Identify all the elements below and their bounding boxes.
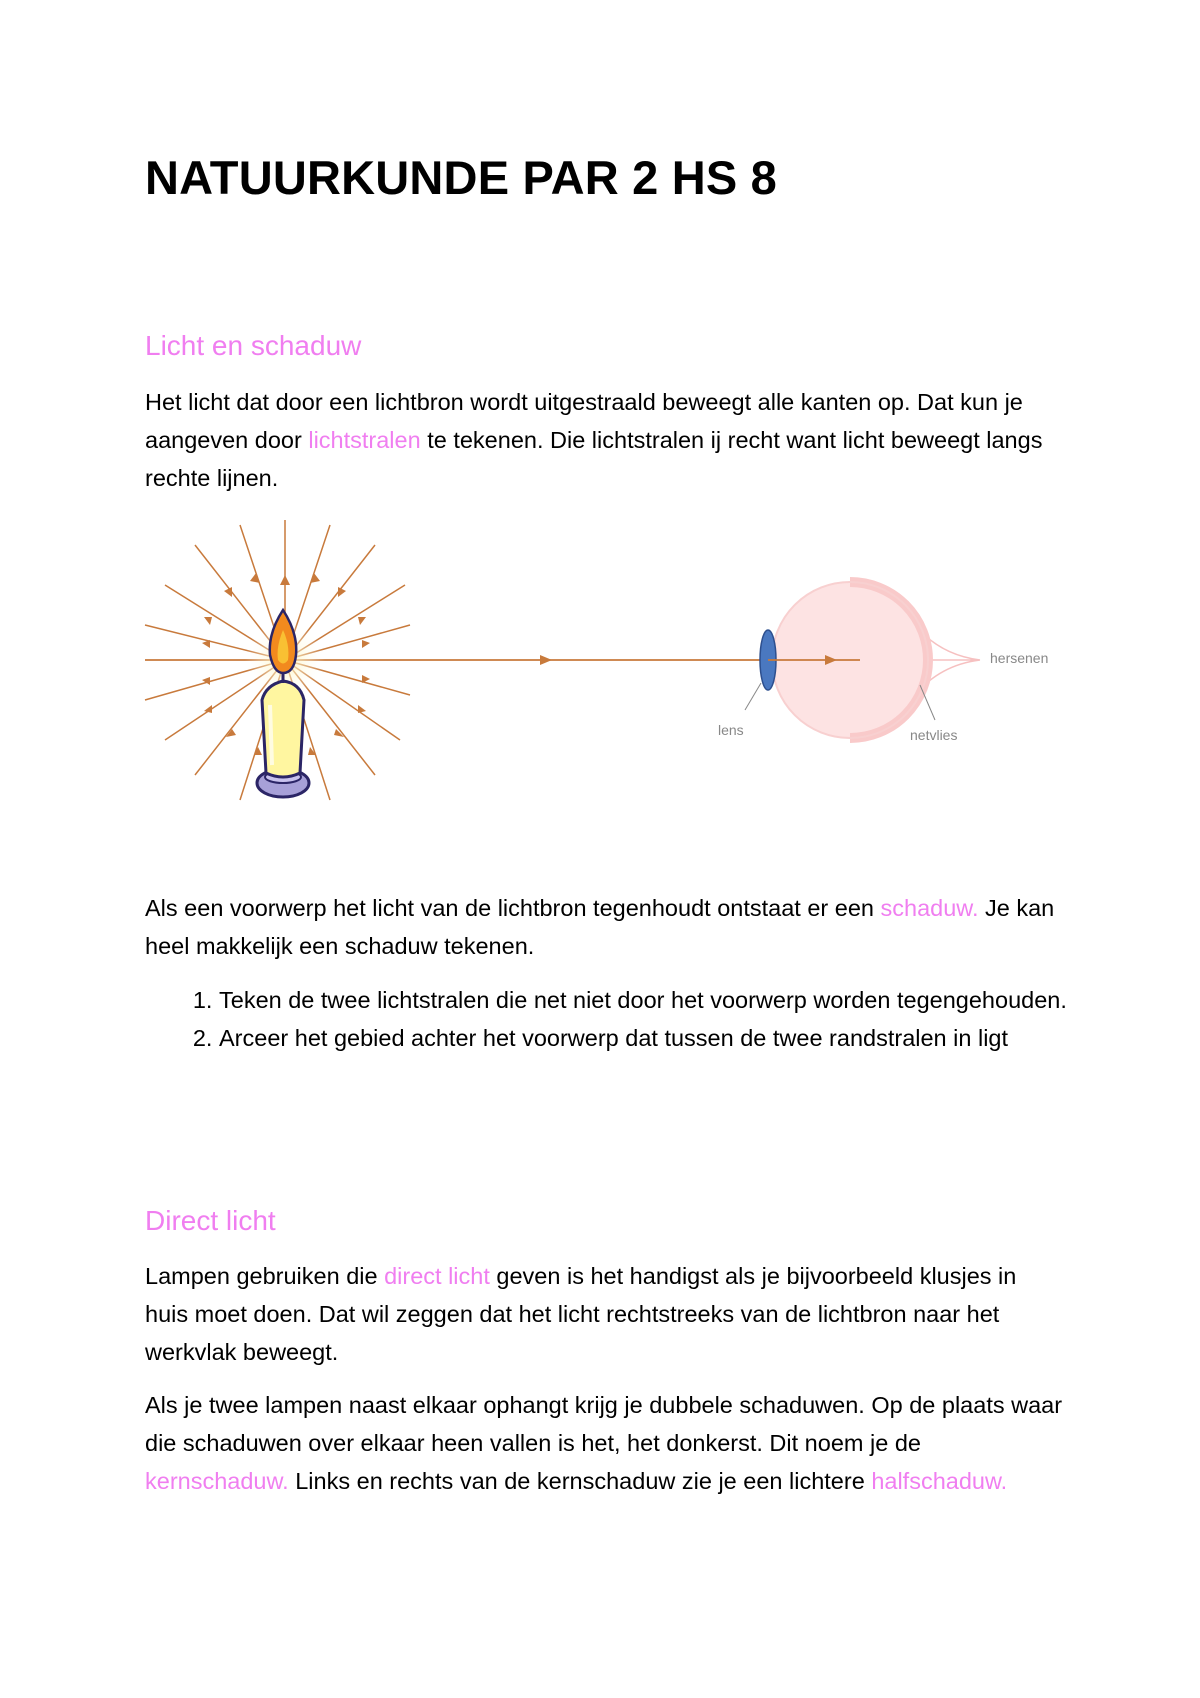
label-netvlies: netvlies — [910, 727, 958, 743]
paragraph-lichtstralen — [145, 383, 1065, 497]
candle-eye-diagram — [140, 515, 1080, 835]
term-halfschaduw: halfschaduw. — [871, 1468, 1008, 1494]
term-direct-licht: direct licht — [384, 1263, 490, 1289]
term-schaduw: schaduw. — [880, 895, 979, 921]
section-heading-licht-en-schaduw: Licht en schaduw — [145, 330, 362, 361]
steps-list — [145, 981, 1139, 1057]
list-item: 1. Teken de twee lichtstralen die net niet door het voorwerp worden tegengehouden. — [219, 981, 1139, 1019]
page-title: NATUURKUNDE PAR 2 HS 8 — [145, 151, 777, 204]
text-segment: Als je twee lampen naast elkaar ophangt krijg je dubbele schaduwen. Op de plaats waar die schaduwen over elkaar heen vallen is het, het donkerst. Dit noem je de — [145, 1392, 1063, 1456]
label-hersenen: hersenen — [990, 650, 1049, 666]
paragraph-schaduw — [145, 889, 1065, 965]
text-segment: Links en rechts van de kernschaduw zie je een lichtere — [288, 1468, 872, 1494]
term-lichtstralen: lichtstralen — [308, 427, 421, 453]
retina-pointer — [920, 685, 935, 720]
text-segment: te tekenen. Die lichtstralen ij recht want licht beweegt langs rechte lijnen. — [145, 427, 1043, 491]
paragraph-schaduwen — [145, 1386, 1065, 1500]
section-heading-direct-licht: Direct licht — [145, 1205, 276, 1236]
term-kernschaduw: kernschaduw. — [145, 1468, 289, 1494]
list-item: 2. Arceer het gebied achter het voorwerp dat tussen de twee randstralen in ligt — [219, 1019, 1139, 1057]
text-segment: Als een voorwerp het licht van de lichtbron tegenhoudt ontstaat er een — [145, 895, 881, 921]
main-ray-arrow-1 — [540, 655, 552, 665]
text-segment: Lampen gebruiken die — [145, 1263, 385, 1289]
text-segment: Het licht dat door een lichtbron wordt uitgestraald beweegt alle kanten op. Dat kun je aangeven door — [145, 389, 1023, 453]
text-segment: Je kan heel makkelijk een schaduw tekenen. — [145, 895, 1055, 959]
paragraph-direct-licht — [145, 1257, 1065, 1371]
text-segment: geven is het handigst als je bijvoorbeeld klusjes in huis moet doen. Dat wil zeggen dat het licht rechtstreeks van de lichtbron naar het werkvlak beweegt. — [145, 1263, 1017, 1365]
lens-pointer — [745, 683, 761, 710]
label-lens: lens — [718, 722, 744, 738]
